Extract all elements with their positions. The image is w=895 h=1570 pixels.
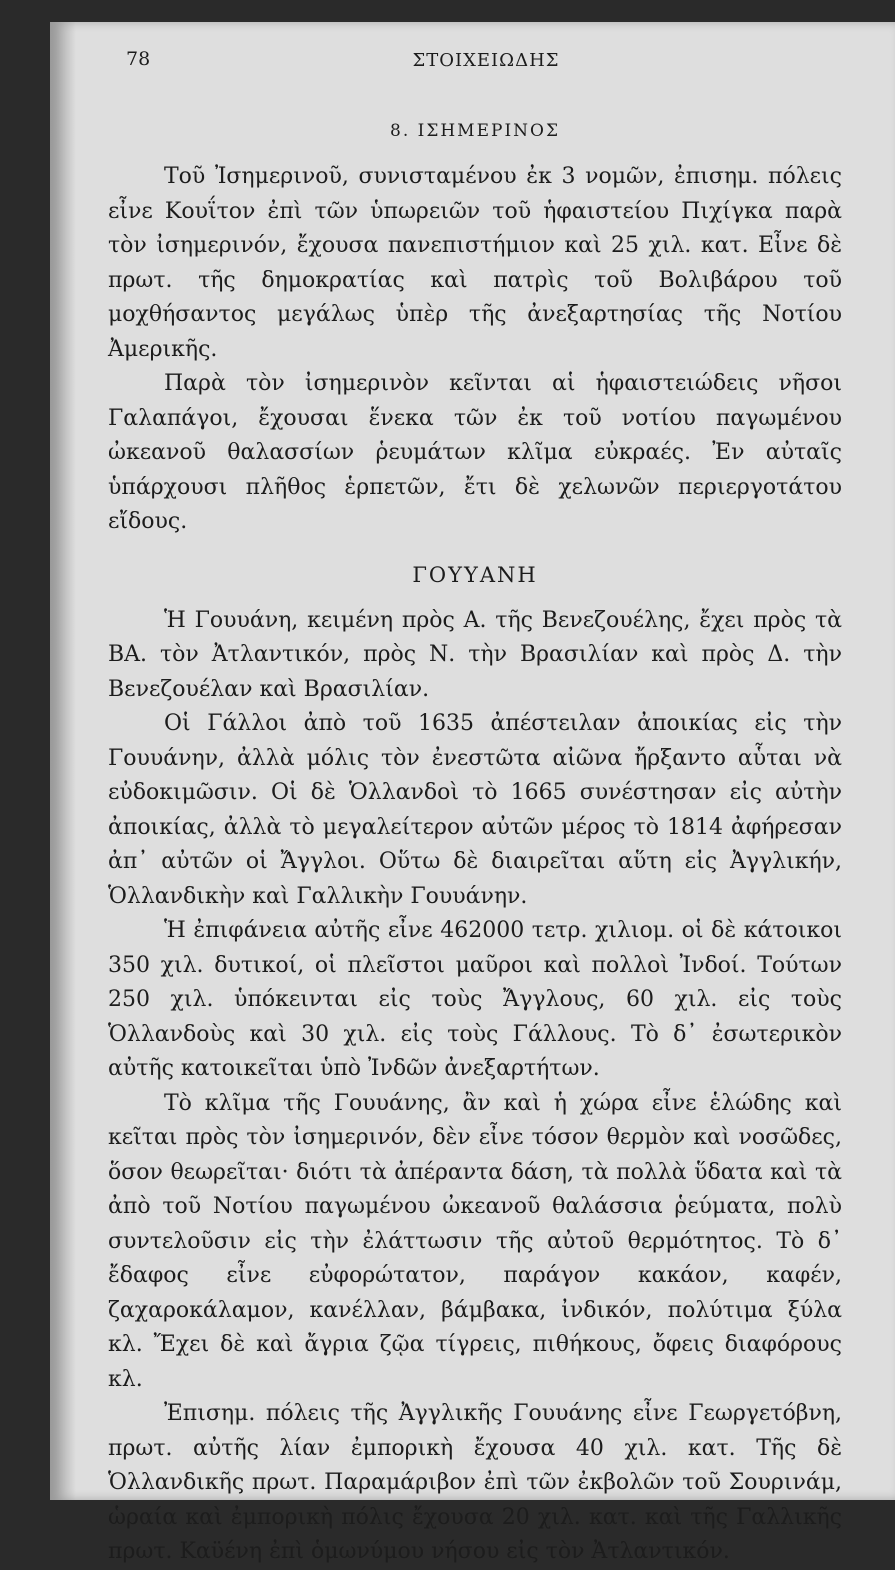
page-header — [126, 48, 846, 78]
paragraph: Ἐπισημ. πόλεις τῆς Ἀγγλικῆς Γουυάνης εἶνε Γεωργετόβνη, πρωτ. αὐτῆς λίαν ἐμπορικὴ ἔχουσα 40 χιλ. κατ. Τῆς δὲ Ὁλλανδικῆς πρωτ. Παραμάριβον ἐπὶ τῶν ἐκβολῶν τοῦ Σουρινάμ, ὡραία καὶ ἐμπορικὴ πόλις ἔχουσα 20 χιλ. κατ. καὶ τῆς Γαλλικῆς πρωτ. Καϋένη ἐπὶ ὁμωνύμου νήσου εἰς τὸν Ἀτλαντικόν. — [108, 1401, 842, 1564]
subsection-title: 8. ΙΣΗΜΕΡΙΝΟΣ — [390, 121, 560, 141]
page-body — [108, 116, 842, 1570]
book-page — [50, 22, 895, 1564]
page-binding-shadow — [50, 22, 76, 1500]
paragraph: Παρὰ τὸν ἰσημερινὸν κεῖνται αἱ ἡφαιστειώδεις νῆσοι Γαλαπάγοι, ἔχουσαι ἕνεκα τῶν ἐκ τοῦ νοτίου παγωμένου ὠκεανοῦ θαλασσίων ῥευμάτων κλῖμα εὐκραές. Ἐν αὐταῖς ὑπάρχουσι πλῆθος ἑρπετῶν, ἔτι δὲ χελωνῶν περιεργοτάτου εἴδους. — [108, 371, 842, 534]
section-heading: ΓΟΥΥΑΝΗ — [412, 562, 538, 587]
running-title: ΣΤΟΙΧΕΙΩΔΗΣ — [412, 50, 560, 71]
paragraph: Ἡ ἐπιφάνεια αὐτῆς εἶνε 462000 τετρ. χιλιομ. οἱ δὲ κάτοικοι 350 χιλ. δυτικοί, οἱ πλεῖστοι μαῦροι καὶ πολλοὶ Ἰνδοί. Τούτων 250 χιλ. ὑπόκεινται εἰς τοὺς Ἄγγλους, 60 χιλ. εἰς τοὺς Ὁλλανδοὺς καὶ 30 χιλ. εἰς τοὺς Γάλλους. Τὸ δ᾽ ἐσωτερικὸν αὐτῆς κατοικεῖται ὑπὸ Ἰνδῶν ἀνεξαρτήτων. — [108, 918, 842, 1081]
paragraph: Οἱ Γάλλοι ἀπὸ τοῦ 1635 ἀπέστειλαν ἀποικίας εἰς τὴν Γουυάνην, ἀλλὰ μόλις τὸν ἐνεστῶτα αἰῶνα ἤρξαντο αὗται νὰ εὐδοκιμῶσιν. Οἱ δὲ Ὁλλανδοὶ τὸ 1665 συνέστησαν εἰς αὐτὴν ἀποικίας, ἀλλὰ τὸ μεγαλείτερον αὐτῶν μέρος τὸ 1814 ἀφήρεσαν ἀπ᾽ αὐτῶν οἱ Ἄγγλοι. Οὕτω δὲ διαιρεῖται αὕτη εἰς Ἀγγλικήν, Ὁλλανδικὴν καὶ Γαλλικὴν Γουυάνην. — [108, 711, 842, 909]
paragraph: Ἡ Γουυάνη, κειμένη πρὸς Α. τῆς Βενεζουέλης, ἔχει πρὸς τὰ ΒΑ. τὸν Ἀτλαντικόν, πρὸς Ν. τὴν Βρασιλίαν καὶ πρὸς Δ. τὴν Βενεζουέλαν καὶ Βρασιλίαν. — [108, 607, 842, 702]
page-number: 78 — [126, 48, 151, 70]
paragraph: Τοῦ Ἰσημερινοῦ, συνισταμένου ἐκ 3 νομῶν, ἐπισημ. πόλεις εἶνε Κουΐτον ἐπὶ τῶν ὑπωρειῶν τοῦ ἡφαιστείου Πιχίγκα παρὰ τὸν ἰσημερινόν, ἔχουσα πανεπιστήμιον καὶ 25 χιλ. κατ. Εἶνε δὲ πρωτ. τῆς δημοκρατίας καὶ πατρὶς τοῦ Βολιβάρου τοῦ μοχθήσαντος μεγάλως ὑπὲρ τῆς ἀνεξαρτησίας τῆς Νοτίου Ἀμερικῆς. — [108, 164, 842, 362]
paragraph: Τὸ κλῖμα τῆς Γουυάνης, ἂν καὶ ἡ χώρα εἶνε ἑλώδης καὶ κεῖται πρὸς τὸν ἰσημερινόν, δὲν εἶνε τόσον θερμὸν καὶ νοσῶδες, ὅσον θεωρεῖται· διότι τὰ ἀπέραντα δάση, τὰ πολλὰ ὕδατα καὶ τὰ ἀπὸ τοῦ Νοτίου παγωμένου ὠκεανοῦ θαλάσσια ῥεύματα, πολὺ συντελοῦσιν εἰς τὴν ἐλάττωσιν τῆς αὐτοῦ θερμότητος. Τὸ δ᾽ ἔδαφος εἶνε εὐφορώτατον, παράγον κακάον, καφέν, ζαχαροκάλαμον, κανέλλαν, βάμβακα, ἰνδικόν, πολύτιμα ξύλα κλ. Ἔχει δὲ καὶ ἄγρια ζῷα τίγρεις, πιθήκους, ὄφεις διαφόρους κλ. — [108, 1090, 842, 1392]
